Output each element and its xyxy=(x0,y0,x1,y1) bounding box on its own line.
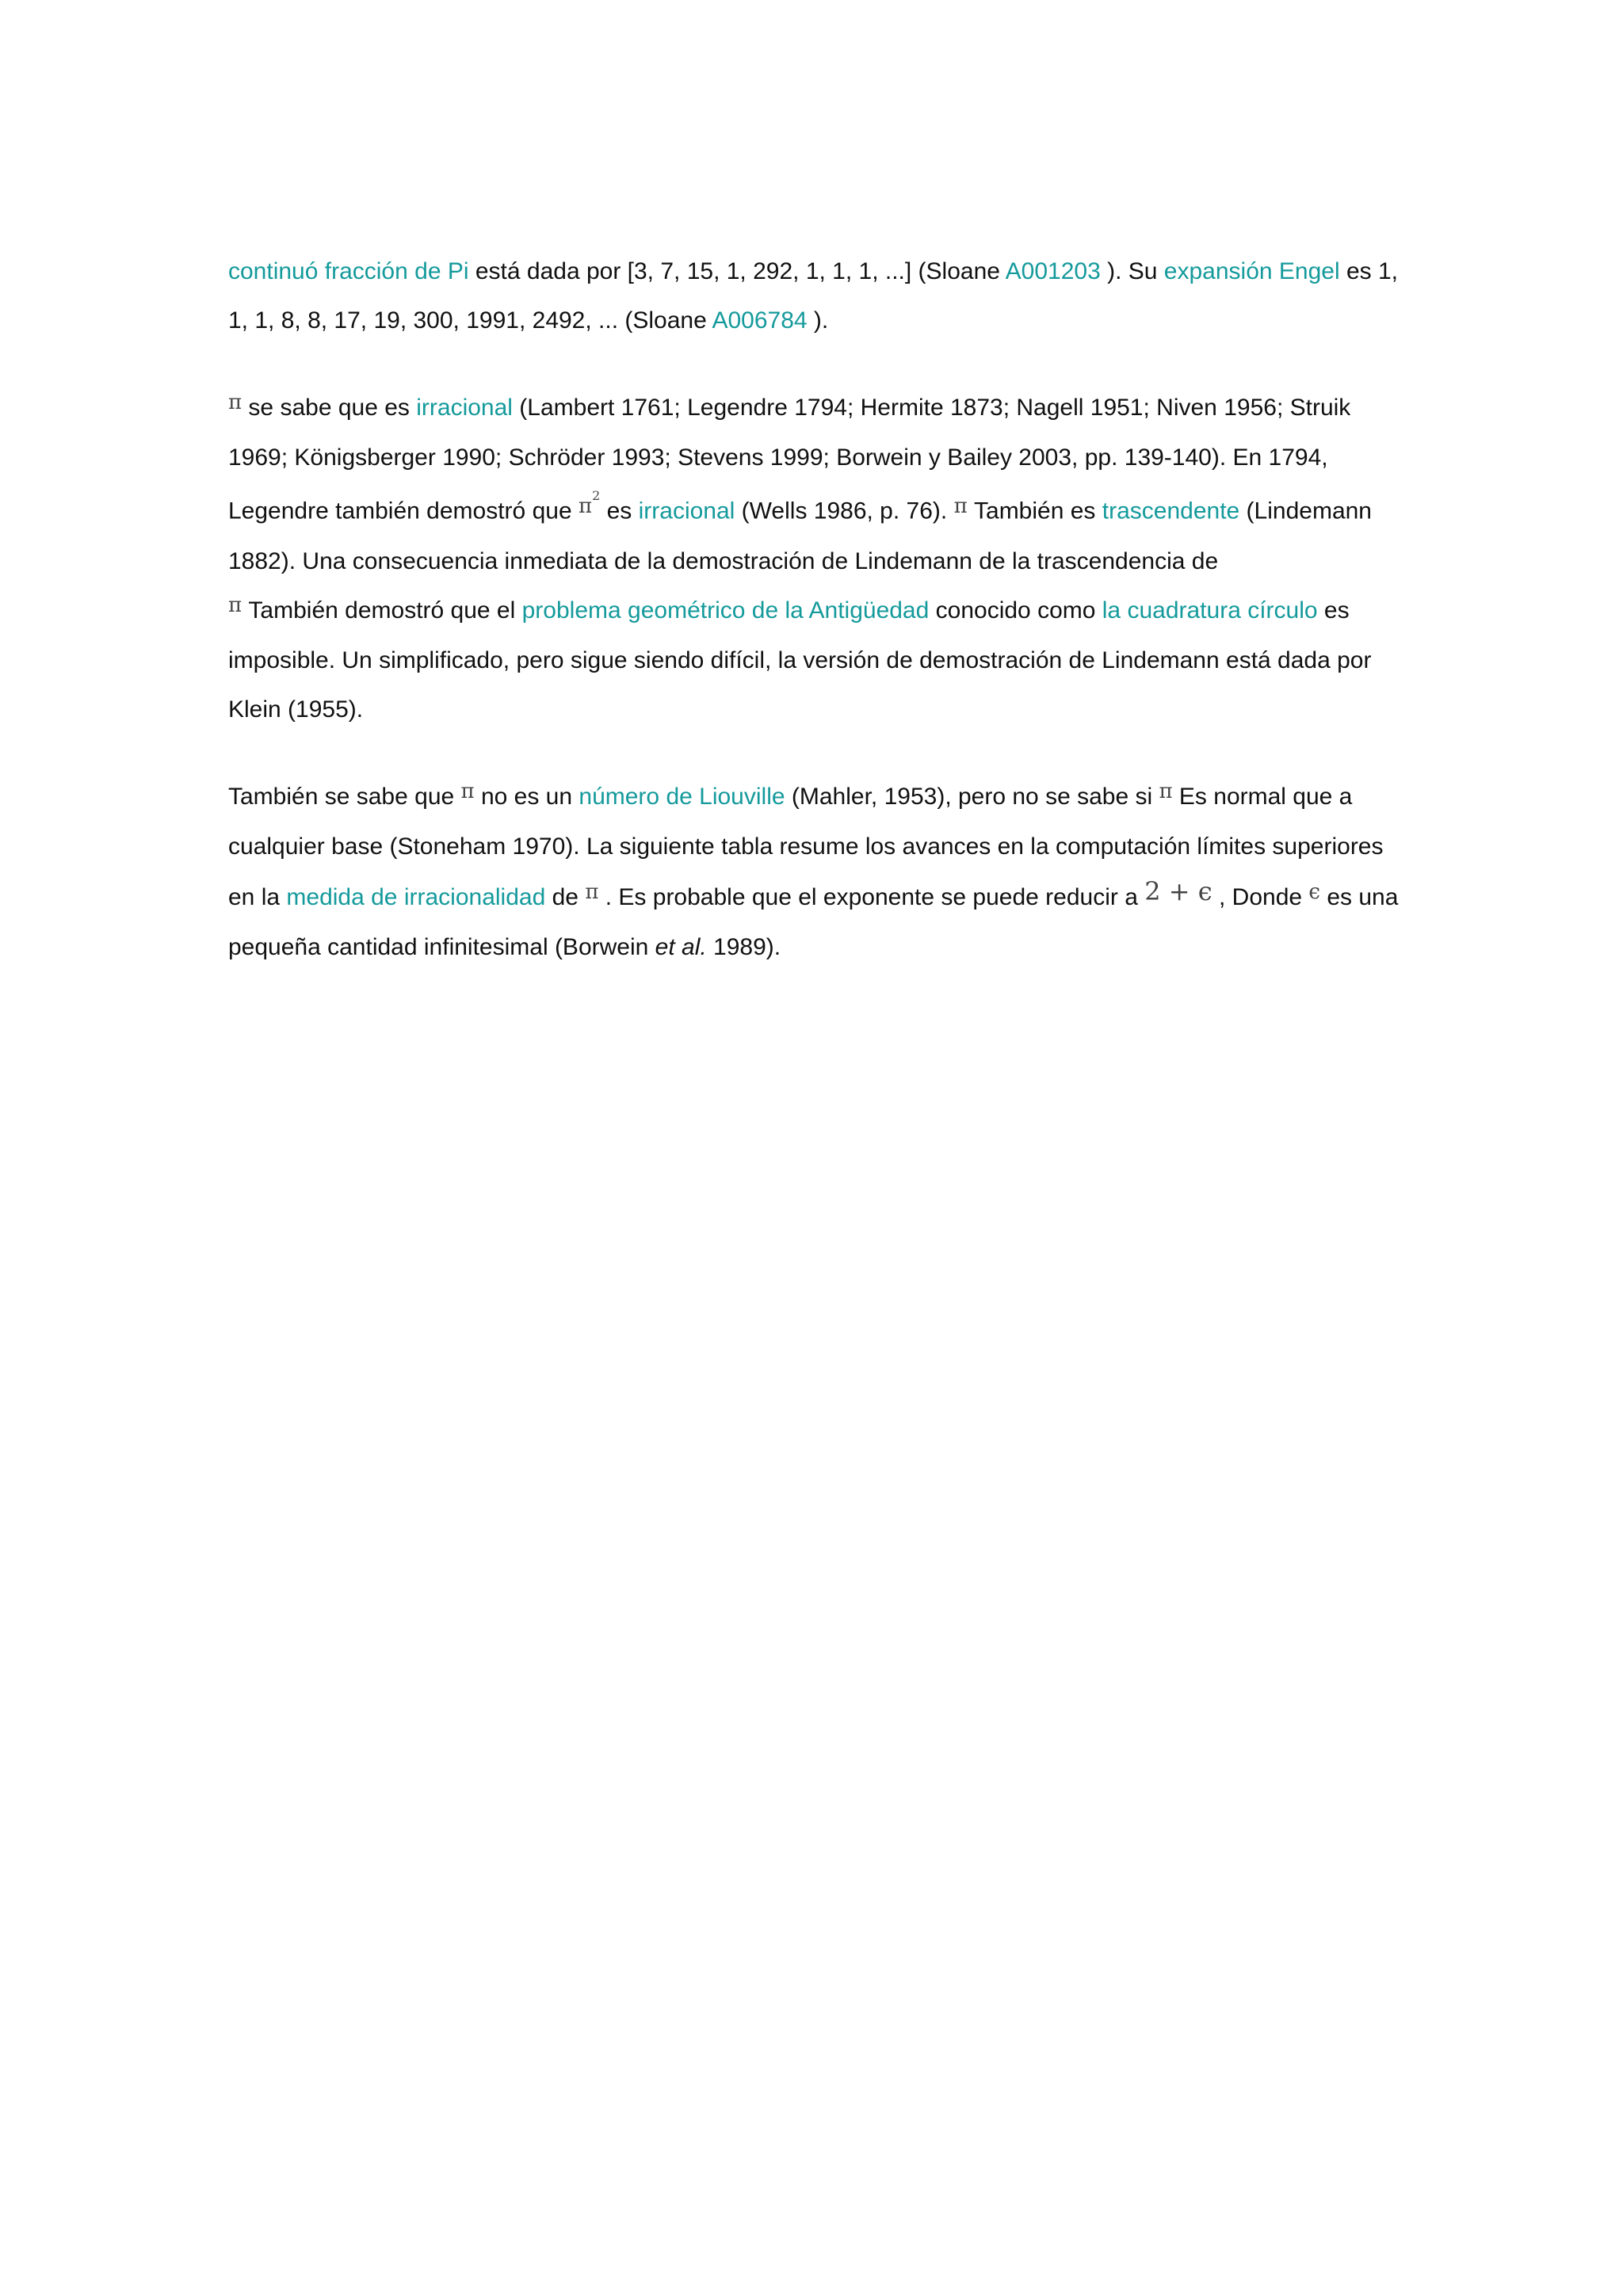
text: (Wells 1986, p. 76). xyxy=(735,498,954,524)
link-numero-liouville[interactable]: número de Liouville xyxy=(579,783,785,810)
et-al-italic: et al. xyxy=(655,933,707,960)
pi-symbol: π xyxy=(953,494,968,518)
text: es una pequeña cantidad infinitesimal (Borwein xyxy=(228,883,1399,960)
two-plus-epsilon-formula: 2 + ϵ xyxy=(1144,875,1212,906)
link-problema-geometrico[interactable]: problema geométrico de la Antigüedad xyxy=(521,597,930,624)
text: ). Su xyxy=(1100,258,1164,284)
pi-squared-exponent: 2 xyxy=(592,488,601,503)
text: 1989). xyxy=(706,933,781,960)
paragraph-continued-fraction xyxy=(228,247,1401,345)
text: es imposible. Un simplificado, pero sigue siendo difícil, la versión de demostración de Lindemann está dada por Klein (1955). xyxy=(228,597,1372,723)
paragraph-liouville xyxy=(228,772,1401,972)
text: También se sabe que xyxy=(228,783,461,810)
text: ). xyxy=(807,307,829,334)
link-trascendente[interactable]: trascendente xyxy=(1102,498,1240,524)
text: se sabe que es xyxy=(242,395,417,421)
text: También demostró que el xyxy=(242,597,522,624)
pi-symbol: π xyxy=(585,879,599,904)
pi-symbol: π xyxy=(1159,779,1173,803)
text: es xyxy=(600,498,639,524)
text: (Mahler, 1953), pero no se sabe si xyxy=(785,783,1159,810)
paragraph-irrationality xyxy=(228,383,1401,734)
text: conocido como xyxy=(929,597,1102,624)
link-irracional[interactable]: irracional xyxy=(638,498,735,524)
pi-symbol: π xyxy=(228,593,242,617)
pi-squared-symbol xyxy=(578,488,601,518)
pi-symbol: π xyxy=(460,779,475,803)
text: , Donde xyxy=(1212,883,1309,910)
text: (Lambert 1761; Legendre 1794; Hermite 1873; Nagell 1951; Niven 1956; Struik 1969; Königsberger 1990; Schröder 1993; Stevens 1999; Borwein y Bailey 2003, pp. 139-140). En 1794, Legendre también demostró que xyxy=(228,395,1351,524)
link-cuadratura-circulo[interactable]: la cuadratura círculo xyxy=(1102,597,1318,624)
link-a001203[interactable]: A001203 xyxy=(1005,258,1101,284)
pi-symbol: π xyxy=(228,391,242,414)
link-medida-irracionalidad[interactable]: medida de irracionalidad xyxy=(286,883,546,910)
text: de xyxy=(545,883,586,910)
text: . Es probable que el exponente se puede reducir a xyxy=(598,883,1145,910)
epsilon-symbol: ϵ xyxy=(1308,879,1320,904)
text: está dada por [3, 7, 15, 1, 292, 1, 1, 1, ...] (Sloane xyxy=(468,258,1006,284)
link-engel-expansion[interactable]: expansión Engel xyxy=(1163,258,1340,284)
link-irracional[interactable]: irracional xyxy=(416,395,513,421)
text: Es normal que a cualquier base (Stoneham 1970). La siguiente tabla resume los avances en la computación límites superiores en la xyxy=(228,783,1384,910)
link-a006784[interactable]: A006784 xyxy=(712,307,808,334)
text: (Lindemann 1882). Una consecuencia inmediata de la demostración de Lindemann de la trascendencia de xyxy=(228,498,1372,574)
text: También es xyxy=(967,498,1102,524)
text: no es un xyxy=(474,783,579,810)
text: es 1, 1, 1, 8, 8, 17, 19, 300, 1991, 2492, ... (Sloane xyxy=(228,258,1399,334)
pi-squared-base: π xyxy=(578,494,593,518)
document-content xyxy=(228,247,1401,1010)
link-continued-fraction-pi[interactable]: continuó fracción de Pi xyxy=(228,258,469,284)
